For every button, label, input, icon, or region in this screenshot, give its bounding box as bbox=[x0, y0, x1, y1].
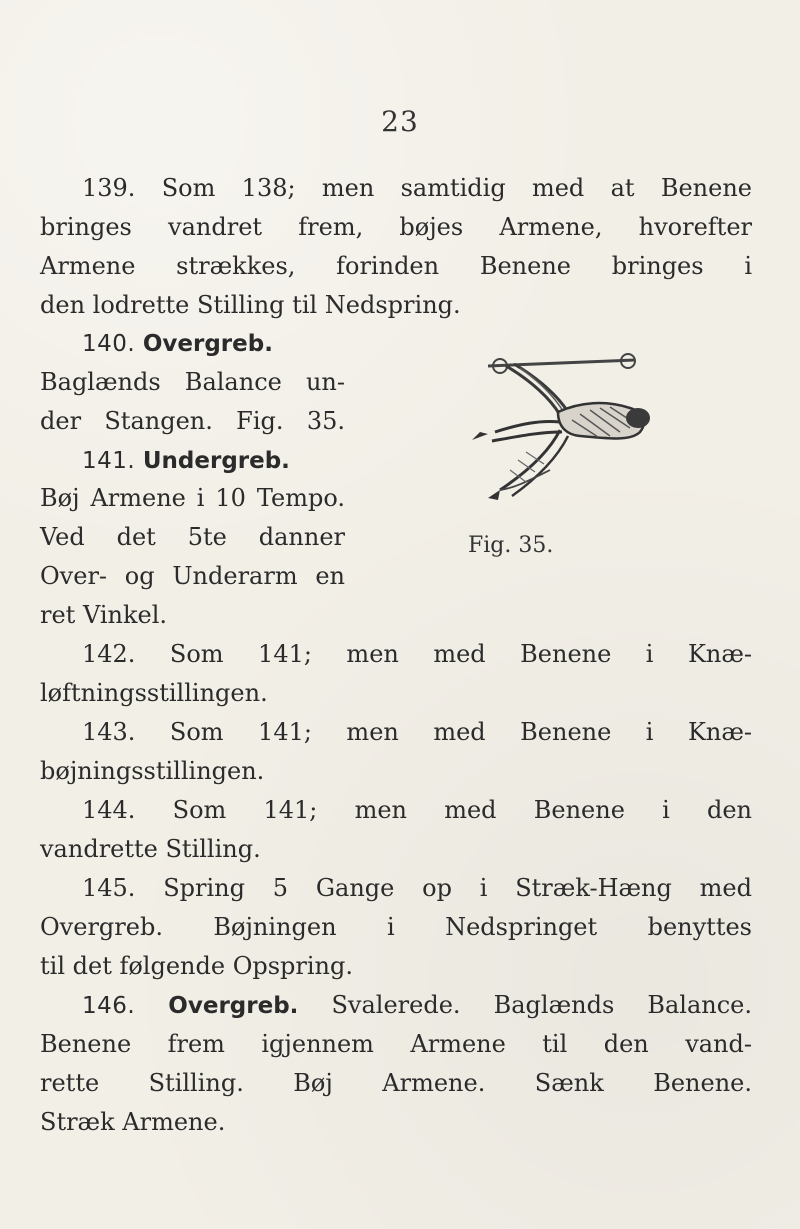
gymnast-hanging-drawing bbox=[440, 340, 655, 510]
paragraph-146-heading: Overgreb. bbox=[168, 993, 299, 1019]
paragraph-144-line-1: 144. Som 141; men med Benene i den bbox=[82, 796, 752, 824]
paragraph-141-line-2: Bøj Armene i 10 Tempo. bbox=[40, 484, 345, 512]
paragraph-146-line-3: rette Stilling. Bøj Armene. Sænk Benene. bbox=[40, 1069, 752, 1097]
paragraph-145-line-3: til det følgende Opspring. bbox=[40, 952, 354, 980]
figure-35-caption: Fig. 35. bbox=[468, 533, 554, 558]
paragraph-145-line-2: Overgreb. Bøjningen i Nedspringet benyttes bbox=[40, 913, 752, 941]
paragraph-143-line-2: bøjningsstillingen. bbox=[40, 757, 265, 785]
paragraph-140-line-3: der Stangen. Fig. 35. bbox=[40, 407, 345, 435]
paragraph-139-line-1: 139. Som 138; men samtidig med at Benene bbox=[82, 174, 752, 202]
paragraph-139-line-2: bringes vandret frem, bøjes Armene, hvorefter bbox=[40, 213, 752, 241]
page-number: 23 bbox=[381, 105, 419, 138]
paragraph-146-line-2: Benene frem igjennem Armene til den vand- bbox=[40, 1030, 752, 1058]
paragraph-139-line-4: den lodrette Stilling til Nedspring. bbox=[40, 291, 461, 319]
paragraph-140-line-2: Baglænds Balance un- bbox=[40, 368, 345, 396]
paragraph-140-number: 140. bbox=[82, 331, 136, 357]
paragraph-140-heading-line bbox=[82, 327, 402, 360]
paragraph-141-number: 141. bbox=[82, 448, 136, 474]
paragraph-142-line-2: løftningsstillingen. bbox=[40, 679, 268, 707]
paragraph-141-line-5: ret Vinkel. bbox=[40, 601, 168, 629]
paragraph-146-heading-rest: Svalerede. Baglænds Balance. bbox=[331, 991, 752, 1019]
paragraph-141-heading: Undergreb. bbox=[142, 448, 290, 474]
paragraph-146-number: 146. bbox=[82, 993, 136, 1019]
paragraph-140-heading: Overgreb. bbox=[142, 331, 273, 357]
paragraph-141-line-4: Over- og Underarm en bbox=[40, 562, 345, 590]
paragraph-146-line-4: Stræk Armene. bbox=[40, 1108, 226, 1136]
paragraph-146-line-1 bbox=[40, 989, 752, 1022]
paragraph-145-line-1: 145. Spring 5 Gange op i Stræk-Hæng med bbox=[82, 874, 752, 902]
paragraph-144-line-2: vandrette Stilling. bbox=[40, 835, 261, 863]
paragraph-142-line-1: 142. Som 141; men med Benene i Knæ- bbox=[82, 640, 752, 668]
figure-35-illustration bbox=[440, 340, 655, 510]
paragraph-141-heading-line bbox=[82, 444, 402, 477]
paragraph-141-line-3: Ved det 5te danner bbox=[40, 523, 345, 551]
paragraph-143-line-1: 143. Som 141; men med Benene i Knæ- bbox=[82, 718, 752, 746]
paragraph-139-line-3: Armene strækkes, forinden Benene bringes i bbox=[40, 252, 752, 280]
